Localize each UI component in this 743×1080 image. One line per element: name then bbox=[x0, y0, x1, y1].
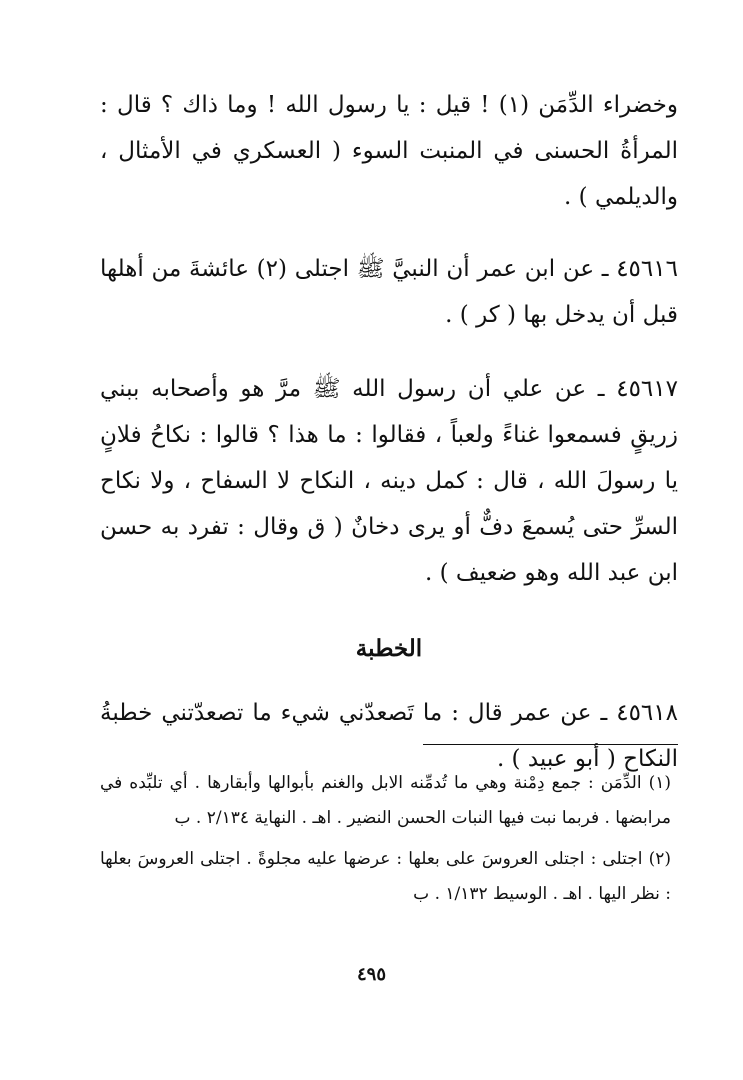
footnote-2: (٢) اجتلى : اجتلى العروسَ على بعلها : عرضها عليه مجلوةً . اجتلى العروسَ بعلها : نظر اليها . اهـ . الوسيط ١/١٣٢ . ب bbox=[100, 849, 671, 904]
section-heading: الخطبة bbox=[355, 635, 423, 662]
paragraph-hadith-45618: ٤٥٦١٨ ـ عن عمر قال : ما تَصعدّني شيء ما تصعدّتني خطبةُ النكاح ( أبو عبيد ) . bbox=[100, 700, 678, 772]
main-text bbox=[100, 82, 678, 782]
footnotes bbox=[100, 766, 671, 912]
page-number: ٤٩٥ bbox=[356, 964, 386, 985]
footnote-divider bbox=[423, 744, 678, 745]
footnote-1: (١) الدِّمَن : جمع دِمْنة وهي ما تُدمِّنه الابل والغنم بأبوالها وأبقارها . أي تلبِّده في مرابضها . فربما نبت فيها النبات الحسن النضير . اهـ . النهاية ٢/١٣٤ . ب bbox=[100, 773, 671, 828]
paragraph-hadith-45616: ٤٥٦١٦ ـ عن ابن عمر أن النبيَّ ﷺ اجتلى (٢) عائشةَ من أهلها قبل أن يدخل بها ( كر ) . bbox=[100, 256, 678, 328]
paragraph-hadith-continuation: وخضراء الدِّمَن (١) ! قيل : يا رسول الله ! وما ذاك ؟ قال : المرأةُ الحسنى في المنبت السوء ( العسكري في الأمثال ، والديلمي ) . bbox=[100, 92, 678, 210]
paragraph-hadith-45617: ٤٥٦١٧ ـ عن علي أن رسول الله ﷺ مرَّ هو وأصحابه ببني زريقٍ فسمعوا غناءً ولعباً ، فقالوا : ما هذا ؟ قالوا : نكاحُ فلانٍ يا رسولَ الله ، قال : كمل دينه ، النكاح لا السفاح ، ولا نكاح السرِّ حتى يُسمعَ دفٌّ أو يرى دخانٌ ( ق وقال : تفرد به حسن ابن عبد الله وهو ضعيف ) . bbox=[100, 376, 678, 586]
